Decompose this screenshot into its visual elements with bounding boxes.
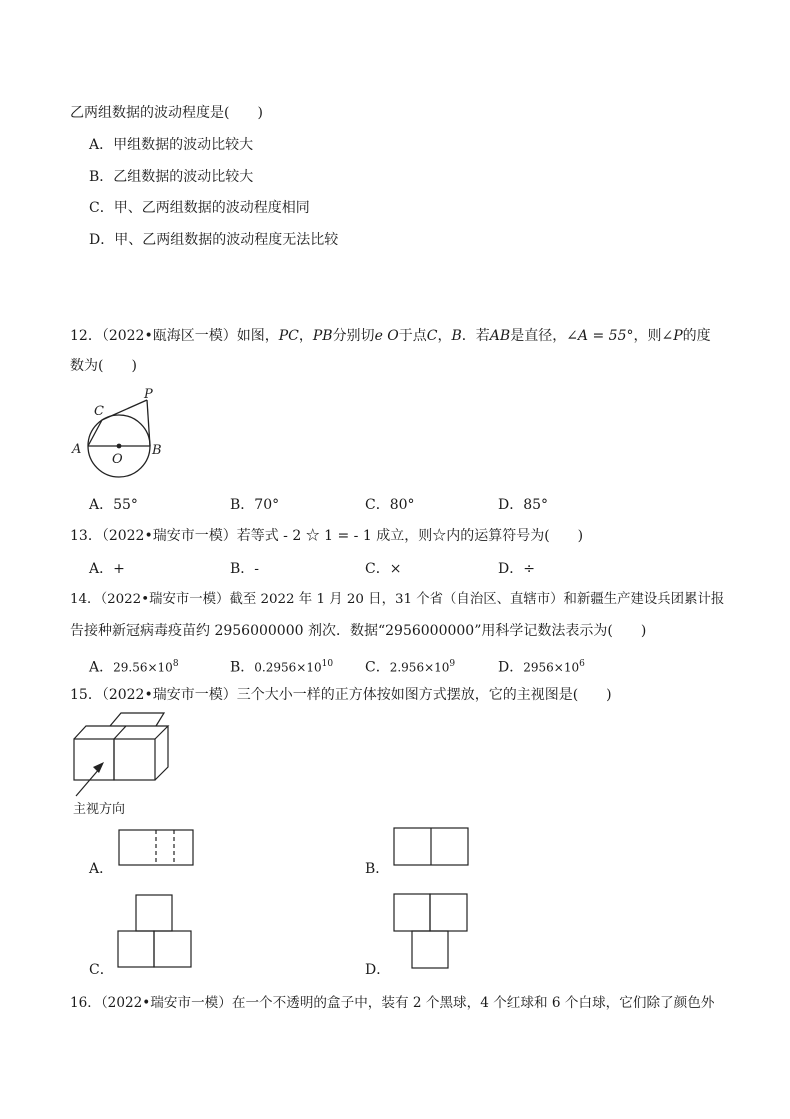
label-o: O [112, 452, 123, 467]
q14-option-c [365, 655, 455, 677]
q14-option-b-base: 0.2956×10 [254, 660, 322, 675]
q15-stem: 15．（2022•瑞安市一模）三个大小一样的正方体按如图方式摆放，它的主视图是( ) [70, 687, 612, 703]
q12-pc: PC [278, 328, 299, 344]
view-c-bottom-right [154, 931, 191, 967]
q14-option-c-base: 2.956×10 [389, 660, 450, 675]
q12-stem-line2: 数为( ) [70, 358, 137, 374]
q12-ab: AB [489, 328, 511, 344]
q12-pb: PB [312, 328, 333, 344]
q14-option-b-letter: B． [230, 659, 255, 676]
q13-option-d: D．÷ [498, 561, 535, 577]
q15-option-c-figure [117, 894, 195, 970]
q14-option-a-letter: A． [89, 659, 114, 676]
q15-option-b: B． [365, 861, 390, 877]
q14-option-d [498, 655, 585, 677]
q13-option-a: A．+ [89, 561, 125, 577]
view-c-top-square [136, 895, 172, 931]
view-direction-label: 主视方向 [73, 802, 126, 817]
q14-option-c-exp: 9 [449, 659, 456, 669]
q12-comma2: ， [437, 328, 452, 344]
q12-angle-a: ∠A = 55° [566, 328, 634, 344]
view-arrow-shaft [76, 768, 100, 796]
view-d-top-left [394, 894, 430, 931]
q14-option-b-exp: 10 [321, 659, 334, 669]
chord-ac [88, 420, 102, 446]
q15-option-a: A． [89, 861, 114, 877]
view-d-bottom-square [412, 931, 448, 968]
q14-option-c-letter: C． [365, 659, 390, 676]
q16-stem: 16．（2022•瑞安市一模）在一个不透明的盒子中，装有 2 个黑球，4 个红球和 6 个白球，它们除了颜色外 [70, 995, 715, 1011]
center-point-o [117, 444, 122, 449]
q12-b: B [451, 328, 462, 344]
q15-option-c: C． [89, 962, 114, 978]
view-d-top-right [430, 894, 467, 931]
q11-option-a: A．甲组数据的波动比较大 [89, 137, 254, 153]
q15-option-a-figure [118, 829, 196, 867]
q12-mid5: ，则 [633, 328, 662, 344]
top-face-divider [114, 726, 126, 739]
front-cube-left [74, 739, 114, 780]
label-p: P [144, 387, 153, 402]
q14-option-a-base: 29.56×10 [113, 660, 173, 675]
q12-option-c: C．80° [365, 497, 415, 513]
q12-comma1: ， [298, 328, 313, 344]
q14-option-d-letter: D． [498, 659, 524, 676]
q12-angle-p: ∠P [661, 328, 683, 344]
q15-option-d-figure [393, 893, 471, 971]
q11-option-d: D．甲、乙两组数据的波动程度无法比较 [89, 232, 339, 248]
q14-option-a-exp: 8 [172, 659, 179, 669]
q12-option-b: B．70° [230, 497, 280, 513]
q14-option-a [89, 655, 179, 677]
q14-stem-line1: 14．（2022•瑞安市一模）截至 2022 年 1 月 20 日，31 个省（自治区、直辖市）和新疆生产建设兵团累计报 [70, 592, 725, 607]
q15-option-b-figure [393, 827, 471, 867]
q12-c: C [426, 328, 438, 344]
q15-option-d: D． [365, 962, 391, 978]
q11-option-b: B．乙组数据的波动比较大 [89, 169, 254, 185]
label-b: B [152, 443, 162, 458]
q12-prefix: 12．（2022•瓯海区一模）如图， [70, 328, 279, 344]
q12-mid2: 于点 [398, 328, 427, 344]
q11-stem-tail: 乙两组数据的波动程度是( ) [70, 105, 263, 121]
front-cube-right [114, 739, 155, 780]
view-c-bottom-left [118, 931, 154, 967]
q12-option-a: A．55° [89, 497, 138, 513]
q14-option-b [230, 655, 333, 677]
top-face [74, 726, 168, 739]
q12-mid3: ．若 [461, 328, 490, 344]
q12-tail: 的度 [682, 328, 711, 344]
q13-option-c: C．× [365, 561, 402, 577]
label-a: A [72, 442, 82, 457]
back-cube-edge [110, 713, 164, 726]
q13-option-b: B．- [230, 561, 260, 577]
q12-circle-figure [66, 386, 170, 478]
tangent-pc [102, 400, 147, 420]
q12-option-d: D．85° [498, 497, 549, 513]
q13-stem: 13．（2022•瑞安市一模）若等式 - 2 ☆ 1 = - 1 成立，则☆内的运算符号为( ) [70, 528, 584, 544]
q12-circle: e O [374, 328, 399, 344]
q14-stem-line2: 告接种新冠病毒疫苗约 2956000000 剂次．数据“2956000000”用科学记数法表示为( ) [70, 623, 647, 639]
side-face [155, 726, 168, 780]
view-arrow-head [93, 762, 104, 773]
q12-mid1: 分别切 [332, 328, 375, 344]
q12-mid4: 是直径， [510, 328, 567, 344]
q11-option-c: C．甲、乙两组数据的波动程度相同 [89, 200, 310, 216]
q14-option-d-base: 2956×10 [523, 660, 580, 675]
q14-option-d-exp: 6 [579, 659, 585, 669]
tangent-pb [147, 400, 150, 446]
q15-cube-figure [66, 708, 180, 798]
label-c: C [94, 404, 104, 419]
q12-stem-line1 [70, 327, 711, 345]
